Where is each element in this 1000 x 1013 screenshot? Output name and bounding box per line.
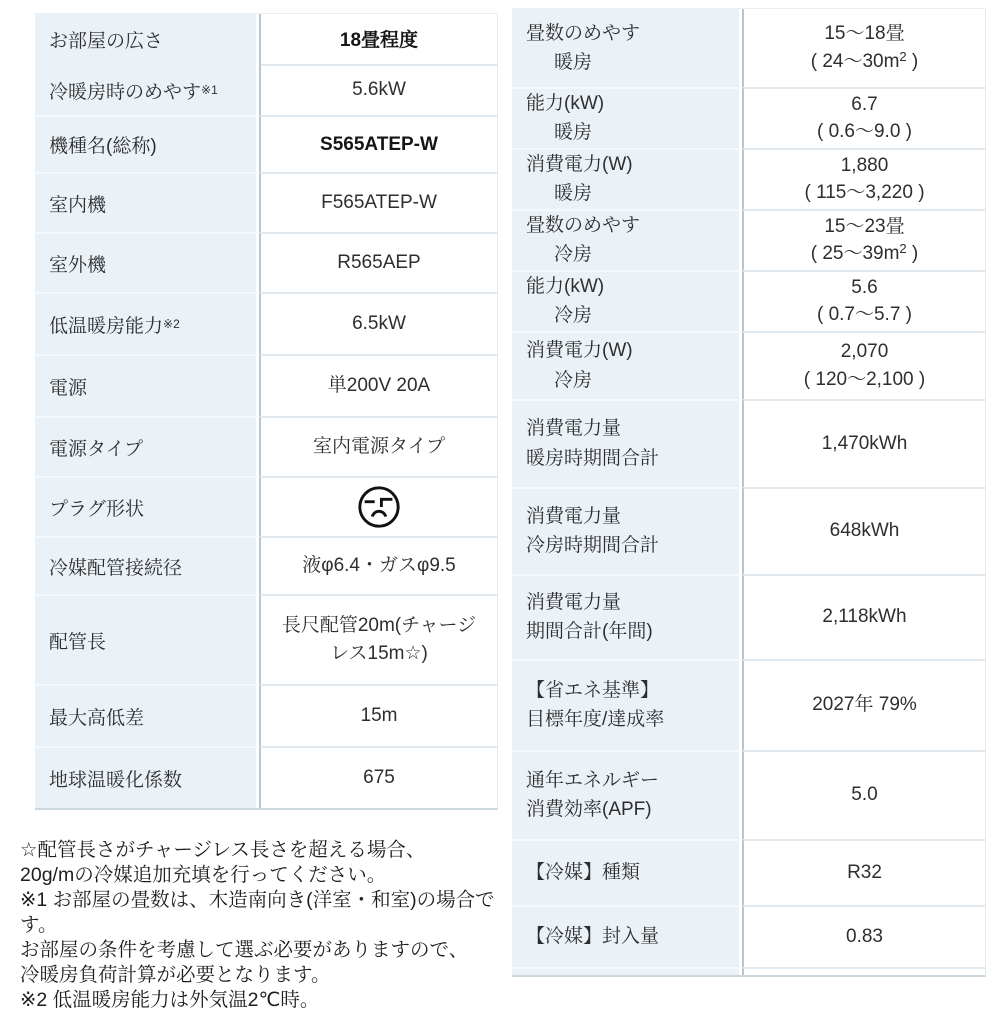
value-room-size: 18畳程度 — [339, 30, 419, 52]
label-line-2: 冷房時期間合計 — [526, 535, 660, 556]
label-line-1: 消費電力量 — [526, 591, 622, 613]
label-line-1: 能力(kW) — [526, 275, 605, 297]
value-line-1: 6.7 — [851, 93, 878, 115]
value-line-1: 長尺配管20m(チャージ — [281, 615, 477, 637]
row-value — [742, 209, 985, 270]
label-model-name: 機種名(総称) — [35, 115, 259, 172]
table-row — [512, 487, 985, 574]
row-label — [512, 967, 742, 975]
table-row — [35, 354, 497, 416]
label-low-temp-heating: 低温暖房能力 ※2 — [35, 292, 259, 354]
footnote-line: お部屋の条件を考慮して選ぶ必要がありますので、 — [20, 939, 469, 961]
row-value — [742, 487, 985, 574]
label-line-1: 通年エネルギー — [526, 769, 660, 791]
value-pipe-diameter: 液φ6.4・ガスφ9.5 — [259, 536, 497, 594]
value-pipe-length — [259, 594, 497, 684]
row-label — [512, 659, 742, 750]
row-label — [512, 148, 742, 209]
value-range-close: ) — [906, 243, 919, 265]
value-line-1: 15〜23畳 — [824, 215, 905, 237]
value-line-1: 1,880 — [840, 154, 889, 176]
row-value — [742, 270, 985, 331]
row-value — [742, 87, 985, 148]
row-label — [512, 574, 742, 659]
value-range: ( 0.7〜5.7 ) — [816, 304, 913, 326]
table-row — [512, 574, 985, 659]
value-range: ( 24〜30m — [810, 51, 900, 72]
value-line-2 — [817, 301, 912, 329]
label-room-size: お部屋の広さ — [49, 30, 164, 52]
value-line-1: 2,070 — [840, 340, 889, 362]
label-line-2: 暖房時期間合計 — [526, 447, 660, 469]
label-line-2: 目標年度/達成率 — [526, 709, 665, 730]
label-line-2: 暖房 — [554, 183, 593, 205]
label-line-2: 冷房 — [554, 305, 593, 327]
row-label — [512, 399, 742, 487]
value-line-2: レス15m☆) — [330, 643, 428, 664]
label-max-height-diff: 最大高低差 — [35, 684, 259, 746]
row-value — [742, 750, 985, 839]
label-line-2: 期間合計(年間) — [526, 621, 653, 642]
value-low-temp-heating: 6.5kW — [259, 292, 497, 354]
label-power-type: 電源タイプ — [35, 416, 259, 476]
footnote-line: 20g/mの冷媒追加充填を行ってください。 — [20, 864, 387, 886]
table-row — [35, 746, 497, 808]
table-row — [35, 115, 497, 172]
merged-values — [259, 14, 497, 115]
row-label — [512, 87, 742, 148]
label-line-2: 冷房 — [554, 244, 593, 266]
row-label — [512, 209, 742, 270]
value-indoor-unit: F565ATEP-W — [259, 172, 497, 232]
row-label — [512, 487, 742, 574]
value-plug-shape — [259, 476, 497, 536]
superscript: 2 — [899, 49, 907, 64]
label-line-1: 消費電力量 — [526, 418, 622, 440]
value-line-1: 2027年 79% — [812, 694, 917, 716]
label-line-2: 暖房 — [554, 52, 593, 73]
label-line-1: 【冷媒】封入量 — [526, 925, 660, 947]
table-row — [512, 209, 985, 270]
label-indoor-unit: 室内機 — [35, 172, 259, 232]
footnote-line: ☆配管長さがチャージレス長さを超える場合、 — [20, 839, 426, 861]
value-line-1: 0.83 — [846, 925, 883, 947]
right-spec-table — [512, 8, 986, 977]
footnote-line: ※1 お部屋の畳数は、木造南向き(洋室・和室)の場合です。 — [20, 889, 495, 936]
table-row — [512, 270, 985, 331]
table-row-partial — [512, 967, 985, 975]
table-row — [512, 148, 985, 209]
label-line-1: 畳数のめやす — [526, 214, 641, 236]
row-label — [512, 9, 742, 87]
row-value — [742, 839, 985, 905]
value-outdoor-unit: R565AEP — [259, 232, 497, 292]
row-value — [742, 905, 985, 967]
row-value — [742, 9, 985, 87]
table-row — [35, 14, 497, 115]
value-line-1: 15〜18畳 — [824, 23, 905, 45]
label-gwp: 地球温暖化係数 — [35, 746, 259, 808]
value-line-1: 648kWh — [829, 520, 900, 542]
table-row — [512, 659, 985, 750]
row-label-room-size-block — [35, 14, 259, 115]
value-line-2 — [817, 118, 912, 146]
label-line-1: 【冷媒】種類 — [526, 861, 641, 883]
label-line-1: 消費電力(W) — [526, 153, 633, 175]
label-line-2: 冷房 — [554, 369, 593, 391]
row-label — [512, 839, 742, 905]
table-row — [512, 399, 985, 487]
label-pipe-diameter: 冷媒配管接続径 — [35, 536, 259, 594]
table-row — [35, 292, 497, 354]
footnote-line: 冷暖房負荷計算が必要となります。 — [20, 964, 331, 986]
value-line-1: 2,118kWh — [822, 606, 907, 628]
label-text: 低温暖房能力 — [49, 315, 164, 337]
value-line-2 — [811, 240, 919, 268]
value-line-1: 5.6 — [851, 276, 878, 298]
table-row — [512, 750, 985, 839]
row-label — [512, 270, 742, 331]
label-line-1: 消費電力量 — [526, 505, 622, 527]
table-row — [512, 9, 985, 87]
table-row — [35, 594, 497, 684]
row-value — [742, 148, 985, 209]
table-row — [512, 331, 985, 399]
label-heating-cooling-guide: 冷暖房時のめやす ※1 — [35, 65, 256, 115]
label-line-1: 能力(kW) — [526, 93, 605, 114]
row-value — [742, 574, 985, 659]
label-line-1: 畳数のめやす — [526, 22, 641, 44]
value-range: ( 115〜3,220 ) — [804, 182, 925, 204]
superscript: 2 — [899, 241, 907, 257]
value-range: ( 0.6〜9.0 ) — [816, 121, 913, 143]
label-line-1: 【省エネ基準】 — [526, 679, 660, 701]
value-line-2 — [804, 179, 924, 207]
row-label — [512, 905, 742, 967]
value-capacity-guide: 5.6kW — [261, 64, 497, 116]
value-gwp: 675 — [259, 746, 497, 808]
value-line-1: 5.0 — [851, 784, 878, 806]
table-row — [35, 536, 497, 594]
label-line-1: 消費電力(W) — [526, 340, 633, 362]
row-label — [512, 331, 742, 399]
table-row — [512, 905, 985, 967]
row-label — [512, 750, 742, 839]
label-text: 冷暖房時のめやす — [49, 81, 202, 103]
table-row — [35, 416, 497, 476]
label-power-supply: 電源 — [35, 354, 259, 416]
row-value — [742, 399, 985, 487]
value-max-height-diff: 15m — [259, 684, 497, 746]
left-spec-table — [35, 13, 498, 810]
row-value — [742, 967, 985, 975]
table-row — [35, 684, 497, 746]
value-line-1: 1,470kWh — [821, 432, 908, 454]
label-line-2: 消費効率(APF) — [526, 799, 652, 820]
plug-shape-icon — [356, 484, 402, 530]
value-line-2 — [811, 48, 919, 76]
value-model-name: S565ATEP-W — [259, 115, 497, 172]
value-line-2 — [804, 366, 925, 394]
row-value — [742, 331, 985, 399]
label-line-2: 暖房 — [554, 122, 593, 144]
label-plug-shape: プラグ形状 — [35, 476, 259, 536]
value-power-supply: 単200V 20A — [259, 354, 497, 416]
table-row — [512, 839, 985, 905]
value-range-close: ) — [906, 51, 919, 72]
footnotes — [20, 838, 510, 1013]
label-outdoor-unit: 室外機 — [35, 232, 259, 292]
table-row — [512, 87, 985, 148]
value-power-type: 室内電源タイプ — [259, 416, 497, 476]
table-row — [35, 172, 497, 232]
row-value — [742, 659, 985, 750]
label-pipe-length: 配管長 — [35, 594, 259, 684]
table-row — [35, 476, 497, 536]
value-range: ( 120〜2,100 ) — [803, 368, 926, 390]
footnote-line: ※2 低温暖房能力は外気温2℃時。 — [20, 989, 320, 1011]
table-row — [35, 232, 497, 292]
value-line-1: R32 — [847, 861, 882, 883]
value-range: ( 25〜39m — [810, 243, 900, 265]
